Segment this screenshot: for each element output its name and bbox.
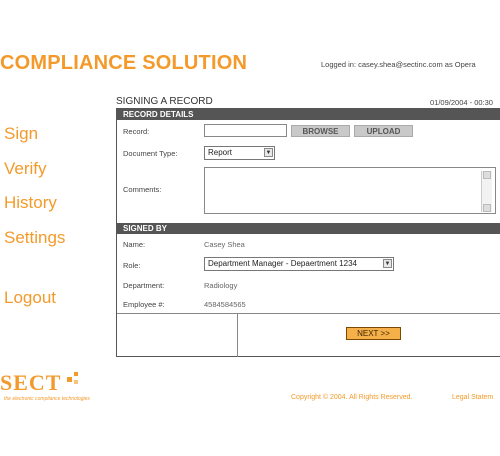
signed-by-header: SIGNED BY bbox=[117, 223, 500, 234]
nav-settings[interactable]: Settings bbox=[4, 228, 66, 247]
logo-square-icon bbox=[74, 372, 78, 376]
record-label: Record: bbox=[123, 127, 150, 136]
divider bbox=[117, 313, 500, 314]
login-status: Logged in: casey.shea@sectinc.com as Opera bbox=[321, 60, 476, 69]
role-label: Role: bbox=[123, 261, 141, 270]
comments-textarea[interactable] bbox=[204, 167, 496, 214]
logo-text: SECT bbox=[0, 370, 62, 395]
role-value: Department Manager - Depaertment 1234 bbox=[208, 259, 357, 268]
document-type-value: Report bbox=[208, 148, 233, 157]
scroll-up-icon[interactable] bbox=[483, 171, 491, 179]
nav-verify[interactable]: Verify bbox=[4, 159, 47, 178]
signing-panel bbox=[116, 108, 500, 357]
comments-label: Comments: bbox=[123, 185, 162, 194]
scroll-down-icon[interactable] bbox=[483, 204, 491, 212]
app-title: COMPLIANCE SOLUTION bbox=[0, 52, 248, 74]
nav-history[interactable]: History bbox=[4, 193, 57, 212]
page-title: SIGNING A RECORD bbox=[116, 96, 213, 107]
document-type-select[interactable] bbox=[204, 146, 275, 160]
copyright-text: Copyright © 2004. All Rights Reserved. bbox=[291, 394, 413, 401]
divider bbox=[237, 313, 238, 357]
nav-logout[interactable]: Logout bbox=[4, 288, 56, 307]
company-logo bbox=[0, 370, 61, 396]
chevron-down-icon: ▼ bbox=[384, 261, 391, 267]
nav-sign[interactable]: Sign bbox=[4, 124, 39, 143]
upload-button[interactable]: UPLOAD bbox=[354, 125, 413, 137]
legal-statement-link[interactable]: Legal Statem bbox=[452, 394, 494, 401]
timestamp: 01/09/2004 - 00:30 bbox=[430, 98, 493, 107]
employee-number-value: 4584584565 bbox=[204, 300, 246, 309]
next-button[interactable]: NEXT >> bbox=[346, 327, 401, 340]
browse-button[interactable]: BROWSE bbox=[291, 125, 350, 137]
name-label: Name: bbox=[123, 240, 146, 249]
comments-scrollbar[interactable] bbox=[481, 171, 492, 212]
role-select[interactable] bbox=[204, 257, 394, 271]
department-value: Radiology bbox=[204, 281, 238, 290]
document-type-label: Document Type: bbox=[123, 149, 178, 158]
chevron-down-icon: ▼ bbox=[265, 150, 272, 156]
logo-square-icon bbox=[74, 380, 78, 384]
department-label: Department: bbox=[123, 281, 165, 290]
employee-number-label: Employee #: bbox=[123, 300, 165, 309]
logo-square-icon bbox=[67, 377, 72, 382]
logo-tagline: the electronic compliance technologies bbox=[4, 396, 90, 402]
name-value: Casey Shea bbox=[204, 240, 245, 249]
record-input[interactable] bbox=[204, 124, 287, 137]
record-details-header: RECORD DETAILS bbox=[117, 109, 500, 120]
